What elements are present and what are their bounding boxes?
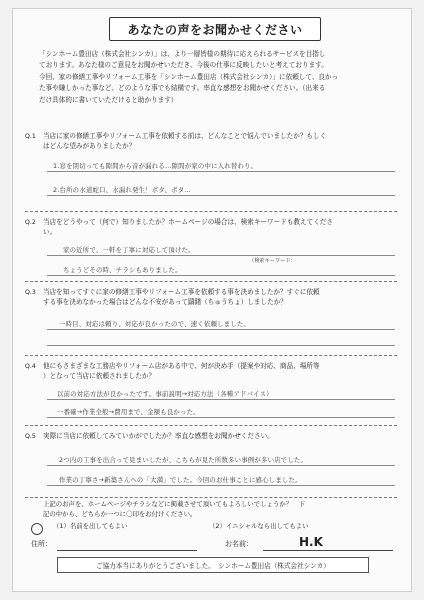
- publish-consent-text: [43, 499, 305, 519]
- answer-line: [47, 485, 395, 486]
- answer-line: [47, 275, 395, 276]
- answer-line: [47, 417, 395, 418]
- name-value: H.K: [299, 535, 323, 549]
- question-2: [25, 217, 333, 236]
- answer-line: [47, 399, 395, 400]
- question-number: Q.5: [25, 433, 36, 440]
- question-text-line: 実際に当店に依頼してみていかがでしたか？率直な感想をお聞かせください。: [43, 432, 274, 440]
- name-field[interactable]: [263, 550, 393, 551]
- section-divider: [25, 497, 397, 498]
- answer-line: [47, 345, 395, 346]
- answer-handwriting: 作業の丁寧さ→新築さんへの「大満」でした。今回のお仕事ことに感心しました。: [59, 476, 302, 484]
- question-1: [25, 131, 327, 150]
- answer-line: [47, 255, 395, 256]
- publish-text-line: 記の中から、どちらか一つに〇印をお付けください。: [43, 510, 197, 518]
- question-text-line: ）となって当店に依頼されましたか？: [43, 372, 156, 380]
- question-number: Q.2: [25, 219, 36, 226]
- intro-line: だけ具体的に書いていただけると助かります）: [39, 95, 178, 104]
- survey-sheet: [12, 8, 412, 592]
- footer-thanks: ご協力本当にありがとうございました。 シンホーム豊田店（株式会社シンカ）: [57, 557, 369, 573]
- publish-text-line: 上記のお声を、ホームページやチラシなどに掲載させて頂いてもよろしいでしょうか？ 下: [43, 500, 305, 508]
- intro-line: た事や嫌しかった事など、どのような事でも結構です。率直な感想をお聞かせください。（出来る: [39, 84, 326, 93]
- question-number: Q.3: [25, 289, 36, 296]
- answer-line: [47, 329, 395, 330]
- answer-line: [47, 195, 395, 196]
- page-title: あなたの声をお聞かせください: [109, 17, 321, 41]
- answer-handwriting: 一時目、対応は頼り、対応が良かったので、速く依頼しました。: [59, 320, 250, 328]
- name-label: お名前：: [225, 540, 253, 548]
- question-text-line: する事を決めなかった場合はどんな不安があって躊躇（ちゅうちょ）しましたか？: [43, 298, 287, 306]
- question-text: [43, 361, 403, 381]
- question-text-line: 当店をどうやって（何で）知りましたか？ホームページの場合は、検索キーワードも教えてくださ: [43, 218, 333, 226]
- circle-mark-icon: [31, 523, 43, 535]
- intro-paragraph: [39, 49, 401, 106]
- answer-line: [47, 465, 395, 466]
- answer-handwriting: 2つ内の工事を出合って見まいしたが、こちらが見た所数多い事例が多い店でした。: [59, 456, 308, 464]
- section-divider: [25, 281, 397, 282]
- intro-line: ております。あなた様のご意見をお聞かせいただき、今後の仕事に反映したいと考えております。: [39, 61, 328, 70]
- question-number: Q.1: [25, 133, 36, 140]
- question-text-line: い。: [43, 228, 57, 236]
- question-text: [43, 287, 403, 307]
- question-text-line: 当店を知ってすぐに家の修繕工事やリフォーム工事を依頼する事を決めましたか？すぐに依頼: [43, 288, 320, 296]
- publish-option-initials[interactable]: （2）イニシャルなら出してもよい: [209, 522, 309, 530]
- section-divider: [25, 355, 397, 356]
- publish-option-name[interactable]: （1）名前を出してもよい: [53, 522, 128, 530]
- address-label: 住所：: [31, 540, 52, 548]
- question-4: [25, 361, 320, 380]
- question-3: [25, 287, 320, 306]
- answer-handwriting: ちょうどその時、チラシもありました。: [63, 266, 182, 274]
- answer-handwriting: 1.窓を閉切っても隙間から音が漏れる…隙間が家の中に入れ替わり。: [53, 162, 258, 170]
- answer-handwriting: 家の近所で、一軒を丁寧に対応して頂けた。: [63, 246, 195, 254]
- answer-handwriting: 2.台所の水道蛇口、水漏れ発生！ポタ、ポタ…: [53, 186, 191, 194]
- question-text-line: 当店に家の修繕工事やリフォーム工事を依頼する前は、どんなことで悩んでいましたか？もしく: [43, 132, 327, 140]
- question-5: [25, 431, 274, 442]
- question-text-line: はどんな望みがありましたか？: [43, 142, 136, 150]
- question-text: [43, 431, 403, 441]
- section-divider: [25, 425, 397, 426]
- answer-handwriting: 一番確→作業全般→費用まで、金額も良かった。: [57, 408, 200, 416]
- question-text: [43, 217, 403, 237]
- question-text-line: 他にもさまざまな工務店やリフォーム店がある中で、何が決め手（提案や対応、商品、場所等: [43, 362, 320, 370]
- answer-handwriting: 以前の対応方法が良かったです。事前説明→対応方法（各種アドバイス）: [57, 390, 273, 398]
- section-divider: [25, 211, 397, 212]
- intro-line: 今回、家の修繕工事やリフォーム工事を「シンホーム豊田店（株式会社シンカ）」に依頼して、良かっ: [39, 72, 339, 81]
- question-number: Q.4: [25, 363, 36, 370]
- address-field[interactable]: [57, 550, 197, 551]
- answer-line: [47, 171, 395, 172]
- intro-line: 「シンホーム豊田店（株式会社シンカ）」は、より一層皆様の期待に応えられるサービスを目指し: [39, 50, 326, 58]
- keyword-label: （検索キーワード：: [249, 258, 296, 264]
- question-text: [43, 131, 403, 151]
